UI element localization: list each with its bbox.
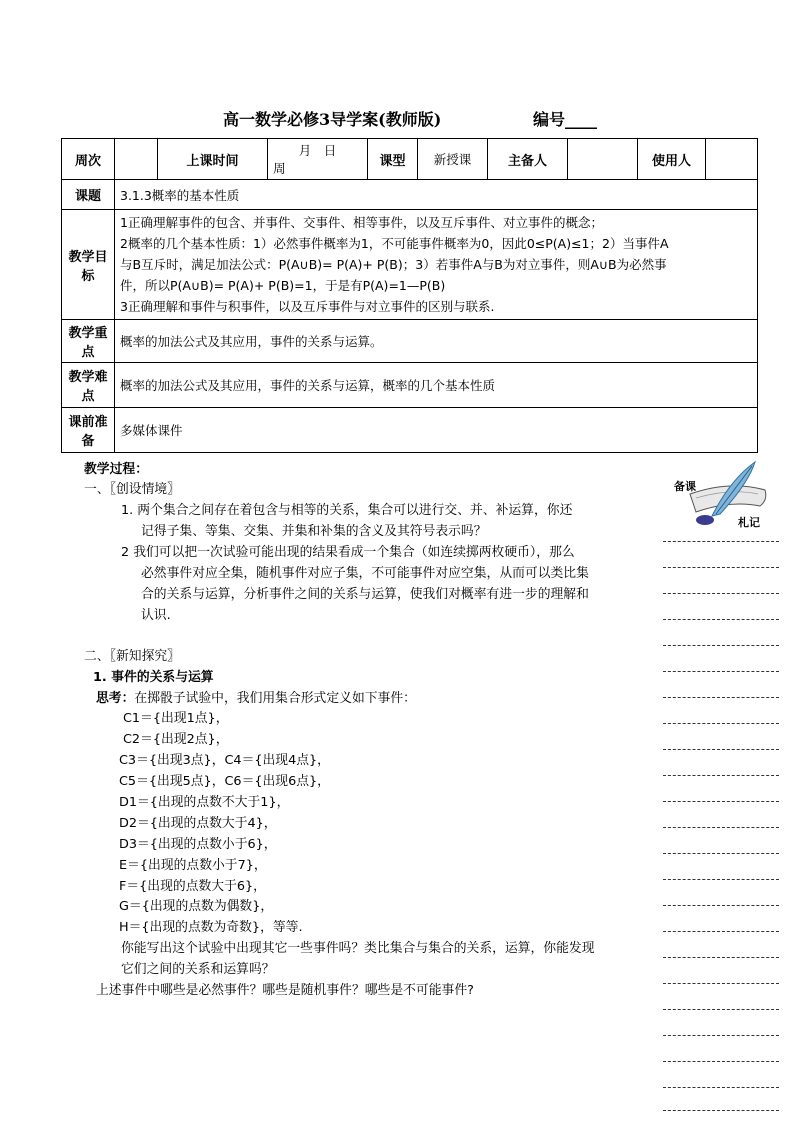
doc-number: 编号____ [533,110,598,129]
user-value [706,139,758,180]
user-label: 使用人 [638,139,706,180]
margin-label-top: 备课 [674,480,696,493]
note-line [663,827,779,828]
paragraph-line: 你能写出这个试验中出现其它一些事件吗？类比集合与集合的关系，运算，你能发现 [121,941,595,956]
note-line [663,1110,779,1111]
event-line: H＝{出现的点数为奇数}，等等. [119,920,303,935]
note-line [663,645,779,646]
note-line [663,723,779,724]
quill-notes-icon [660,460,776,528]
goal-line: 件，所以P(A∪B)= P(A)+ P(B)=1，于是有P(A)=1—P(B) [120,278,446,293]
prep-label: 课前准备 [62,408,115,453]
event-line: C2＝{出现2点}， [123,732,229,747]
note-line [663,1061,779,1062]
lesson-info-table [61,138,758,453]
note-line [663,619,779,620]
event-line: G＝{出现的点数为偶数}， [119,899,274,914]
type-label: 课型 [368,139,418,180]
note-line [663,775,779,776]
table-row [62,139,758,180]
topic-label: 课题 [62,180,115,210]
goal-label: 教学目标 [62,210,115,320]
table-row [62,363,758,408]
margin-label-bottom: 札记 [738,516,760,529]
event-line: D3＝{出现的点数小于6}， [119,837,277,852]
class-time-label: 上课时间 [158,139,268,180]
note-line [663,671,779,672]
table-row [62,210,758,320]
prep-value: 多媒体课件 [115,408,758,453]
week-label: 周次 [62,139,115,180]
subsection-heading: 1. 事件的关系与运算 [93,670,214,685]
note-line [663,593,779,594]
key-value: 概率的加法公式及其应用，事件的关系与运算。 [115,320,758,363]
process-heading: 教学过程： [84,462,148,477]
type-value: 新授课 [418,139,488,180]
paragraph-line: 合的关系与运算，分析事件之间的关系与运算，使我们对概率有进一步的理解和 [141,587,589,602]
paragraph-line: 2 我们可以把一次试验可能出现的结果看成一个集合（如连续掷两枚硬币），那么 [121,545,575,560]
doc-title: 高一数学必修3导学案(教师版) [223,110,442,129]
difficult-value: 概率的加法公式及其应用，事件的关系与运算，概率的几个基本性质 [115,363,758,408]
paragraph-line: 认识. [141,608,171,623]
note-line [663,1087,779,1088]
class-time-line1: 月 日 [298,143,337,158]
note-line [663,957,779,958]
week-value [115,139,158,180]
event-line: C1＝{出现1点}， [123,711,229,726]
table-row [62,320,758,363]
topic-value: 3.1.3概率的基本性质 [115,180,758,210]
preparer-value [568,139,638,180]
paragraph-line: 上述事件中哪些是必然事件？哪些是随机事件？哪些是不可能事件? [96,983,474,998]
note-line [663,853,779,854]
note-line [663,567,779,568]
paragraph-line: 1. 两个集合之间存在着包含与相等的关系，集合可以进行交、并、补运算，你还 [121,503,573,518]
think-label: 思考： [96,691,135,706]
goal-line: 3正确理解和事件与积事件，以及互斥事件与对立事件的区别与联系. [120,299,495,314]
note-line [663,697,779,698]
paragraph-line: 它们之间的关系和运算吗？ [121,962,275,977]
note-line [663,801,779,802]
note-line [663,1035,779,1036]
goal-line: 2概率的几个基本性质：1）必然事件概率为1，不可能事件概率为0，因此0≤P(A)≤1；2）当事件A [120,236,669,251]
difficult-label: 教学难点 [62,363,115,408]
section1-heading: 一、〖创设情境〗 [84,482,180,497]
key-label: 教学重点 [62,320,115,363]
note-line [663,1009,779,1010]
note-line [663,541,779,542]
think-line [96,687,416,706]
table-row [62,180,758,210]
section2-heading: 二、〖新知探究〗 [84,649,180,664]
table-row [62,408,758,453]
event-line: D1＝{出现的点数不大于1}， [119,795,290,810]
goal-line: 1正确理解事件的包含、并事件、交事件、相等事件，以及互斥事件、对立事件的概念； [120,215,603,230]
note-line [663,879,779,880]
event-line: F＝{出现的点数大于6}， [119,879,266,894]
event-line: D2＝{出现的点数大于4}， [119,816,277,831]
paragraph-line: 必然事件对应全集，随机事件对应子集，不可能事件对应空集，从而可以类比集 [141,566,589,581]
goal-value [115,210,758,320]
think-text: 在掷骰子试验中，我们用集合形式定义如下事件： [134,691,416,706]
note-line [663,983,779,984]
event-line: C5＝{出现5点}，C6＝{出现6点}， [119,774,330,789]
goal-line: 与B互斥时，满足加法公式：P(A∪B)= P(A)+ P(B)；3）若事件A与B为对立事件，则A∪B为必然事 [120,257,667,272]
preparer-label: 主备人 [488,139,568,180]
note-line [663,749,779,750]
class-time-value [268,139,368,180]
event-line: E＝{出现的点数小于7}， [119,858,267,873]
paragraph-line: 记得子集、等集、交集、并集和补集的含义及其符号表示吗？ [141,524,487,539]
note-line [663,931,779,932]
note-line [663,905,779,906]
event-line: C3＝{出现3点}，C4＝{出现4点}， [119,753,330,768]
class-time-line2: 周 [273,161,286,176]
